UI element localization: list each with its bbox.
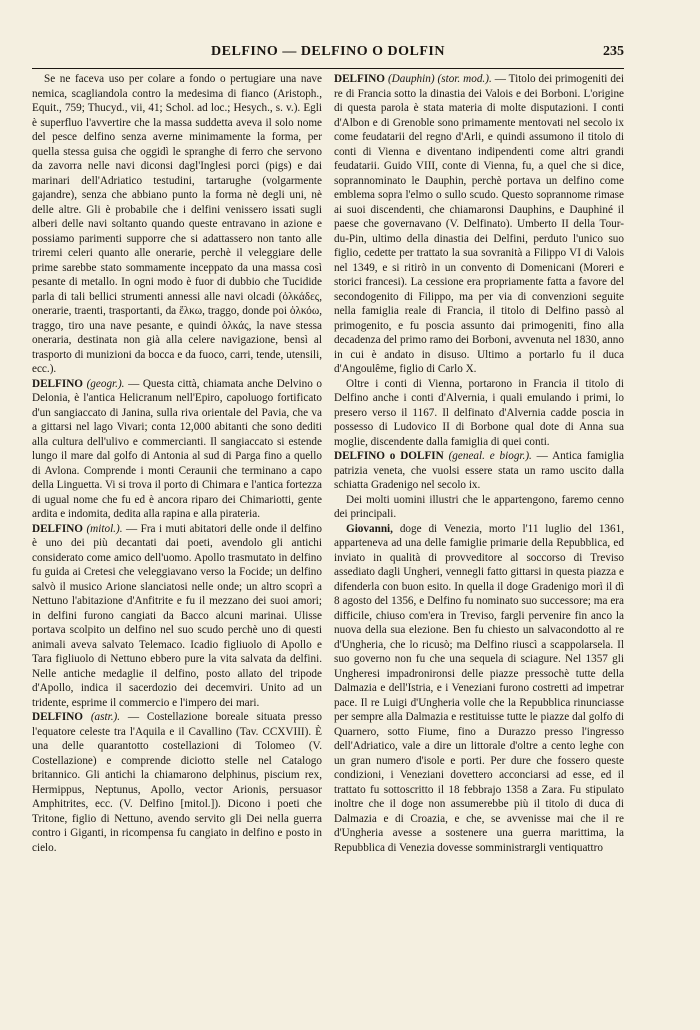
entry-text: — Questa città, chiamata anche Delvino o Delonia, è l'antica Helicranum nell'Epiro, capoluogo fortificato d'un sangiaccato di Janina, sulla riva orientale del Pavia, che va a gittarsi nel lago Vivari; conta 12,000 abitanti che sono dediti alla cultura dell'ulivo e commercianti. Il sangiaccato si estende lungo il mare dal golfo di Antonia al sud di Parga fino a quello di Avlona. Comprende i monti Ceraunii che terminano a capo della Linguetta. Vi si trova il porto di Chimara e l'antica fortezza di ugual nome che fu ed è ancora riparo dei Chimariotti, gente ardita e indomita, dedita alla rapina e alla pirateria. — [32, 377, 323, 520]
page-number: 235 — [603, 44, 624, 59]
entry-text: — Fra i muti abitatori delle onde il delfino è uno dei più decantati dai poeti, avendolo gli antichi considerato come amico dell'uomo. Apollo trasmutato in delfino fu guida ai Cretesi che veleggiavano verso la Focide; un delfino salvò il musico Arione slanciatosi nelle onde; un altro scoprì a Nettuno l'abitazione d'Anfitrite e fu il mezzano dei suoi amori; in delfini furono cangiati da Bacco alcuni marinai. Ulisse portava scolpito un delfino nel suo scudo perchè uno di questi animali aveva salvato Telemaco. Icadio figliuolo di Apollo e Tara figliuolo di Nettuno ebbero pure la vita salvata da delfini. Nelle antiche medaglie il delfino, posto allato del tripode d'Apollo, indica il sacerdozio dei decemviri. Unito ad un tridente, esprime il commercio e l'impero dei mari. — [32, 522, 322, 709]
entry-tag: (Dauphin) (stor. mod.). — [387, 73, 492, 85]
headword: DELFINO — [32, 522, 83, 535]
headword: DELFINO — [334, 73, 385, 85]
paragraph-alvernia: Oltre i conti di Vienna, portarono in Francia il titolo di Delfino anche i conti d'Alvernia, i quali emulando i primi, lo presero verso il 1167. Il delfinato d'Alvernia cadde poscia in possesso di Ludovico II di Borbone qual dote di Anna sua moglie, discendente dalla famiglia di quei conti. — [334, 377, 624, 448]
entry-tag: (geneal. e biogr.). — [448, 450, 532, 462]
running-title: DELFINO — DELFINO O DOLFIN — [211, 44, 445, 59]
running-header — [32, 42, 624, 69]
right-column — [334, 72, 624, 855]
paragraph-illustri: Dei molti uomini illustri che le appartengono, faremo cenno dei principali. — [334, 493, 624, 520]
entry-text: — Titolo dei primogeniti dei re di Francia sotto la dinastia dei Valois e dei Borboni. L'origine di questa parola è stata materia di molte disputazioni. I conti d'Albon e di Grenoble sono primamente mentovati nel secolo ix come feudatarii del regno d'Arli, e quindi assumono il titolo di conti di Vienna e diventano indipendenti come altri grandi feudatarii. Guido VIII, conte di Vienna, fu, a quel che si dice, soprannominato le Dauphin, perchè portava un delfino come emblema sopra l'elmo o sullo scudo. Questo soprannome rimase ai suoi discendenti, che chiamaronsi Dauphins, e Dauphiné il paese che governavano (V. Delfinato). Umberto II della Tour-du-Pin, ultimo della dinastia dei Delfini, perduto l'unico suo figlio, cedette per trattato la sua sovranità a Filippo VI di Valois nel 1349, e si ritirò in un convento di Domenicani (Moreri e storici francesi). La cessione era propriamente fatta a favore del secondogenito di Filippo, ma per via di convenzioni seguite nella famiglia reale di Francia, il titolo di Delfino passò al primogenito, e fu poscia assunto dai primogeniti, fino alla decadenza del primo ramo dei Borboni, avvenuta nel 1830, anno in cui è andato in disuso. Ultimo a portarlo fu il duca d'Angoulême, figlio di Carlo X. — [334, 73, 624, 375]
paragraph-projectile-note: Se ne faceva uso per colare a fondo o pertugiare una nave nemica, scagliandola contro la medesima di fianco (Aristoph., Equit., 759; Thucyd., vii, 41; Schol. ad loc.; Hesych., s. v.). Egli è superfluo l'avvertire che la massa suddetta aveva il solo nome del pesce delfino senza averne minimamente la forma, per quella stessa guisa che oggidì le spranghe di ferro che servono da zavorra nelle navi diconsi dagl'Inglesi porci (pigs) e dai marinari dell'Adriatico testudini, tartarughe (volgarmente gajandre), senza che abbiano punto la forma nè degli uni, nè delle altre. Gli è probabile che i delfini venissero issati sugli alberi delle navi soltanto quando queste entravano in azione e possiamo parimenti supporre che si adattassero non tanto alle triremi celeri quanto alle onerarie, perchè il veleggiare delle prime sarebbe stato sommamente inceppato da una massa così pesante di metallo. In ogni modo è fuor di dubbio che Tucidide parla di tali bellici strumenti annessi alle navi olcadi (ὁλκάδες, onerarie, traenti, trasportanti, da ἕλκω, traggo, donde poi ὁλκόω, traggo, tiro una nave pesante, e quindi ὁλκάς, la nave stessa oneraria, destinata non già alla celere navigazione, bensì al trasporto di munizioni da bocca e da fuoco, carri, tende, utensili, ecc.). — [32, 73, 322, 375]
headword: DELFINO — [32, 711, 83, 723]
headword: DELFINO — [32, 377, 83, 390]
entry-text: — Antica famiglia patrizia veneta, che vuolsi essere stata un ramo uscito dalla schiatta Gradenigo nel secolo ix. — [334, 450, 625, 491]
entry-tag: (astr.). — [90, 711, 121, 723]
headword: Giovanni, — [346, 522, 393, 535]
headword: DELFINO o DOLFIN — [334, 450, 444, 462]
entry-text: — Costellazione boreale situata presso l'equatore celeste tra l'Aquila e il Cavallino (Tav. CCXVIII). È una delle quarantotto costellazioni di Tolomeo (V. Costellazione) e comprende diciotto stelle nel Catalogo britannico. Gli antichi la chiamarono delphinus, piscium rex, Hermippus, Neptunus, Apollo, vector Arionis, persuasor Amphitrites, ecc. (V. Delfino [mitol.]). Dicono i poeti che Tritone, figlio di Nettuno, avendo servito gli Dei nella guerra contro i Giganti, in ricompensa fu cangiato in delfino e posto in cielo. — [32, 711, 323, 854]
entry-delfino-geogr — [32, 377, 322, 522]
entry-tag: (mitol.). — [86, 522, 123, 535]
entry-delfino-dolfin — [334, 449, 624, 493]
entry-text: doge di Venezia, morto l'11 luglio del 1361, apparteneva ad una delle famiglie primarie della Repubblica, ed inviato in qualità di provveditore al soccorso di Treviso assediato dagli Ungheri, vennegli fatto gittarsi in questa piazza e difenderla con buon esito. In quella il doge Gradenigo morì il dì 8 agosto del 1356, e Delfino fu nominato suo successore; ma era difficile, chiuso com'era in Treviso, fargli pervenire fin anco la nuova della sua elezione. Ben fu chiesto un salvacondotto al re d'Ungheria, che lo ricusò; ma Delfino riuscì a scappolarsela. Il suo governo non fu che una sequela di sciagure. Nel 1357 gli Ungheresi impadronironsi delle piazze pressochè tutte della Dalmazia e dell'Istria, e i Veneziani furono costretti ad impetrar pace. Il re Luigi d'Ungheria volle che la Repubblica rinunciasse per sempre alla Dalmazia e restituisse tutte le piazze dal golfo di Quarnero, sotto Fiume, fino a Durazzo presso l'ingresso dell'Adriatico, vale a dire un littorale d'oltre a cento leghe con un gran numero d'isole e porti. Per dure che fossero queste condizioni, i Veneziani dovettero acconciarsi ad esse, ed il trattato fu sottoscritto il 18 febbrajo 1358 a Zara. Fu stipulato inoltre che il doge non assumerebbe più il titolo di duca di Dalmazia e di Croazia, e che, se avvenisse mai che il re d'Ungheria avesse a sostenere una guerra marittima, la Repubblica di Venezia dovesse somministrargli ventiquattro — [334, 522, 624, 854]
entry-delfino-mitol — [32, 522, 322, 711]
entry-giovanni — [334, 522, 624, 856]
left-column — [32, 72, 322, 855]
entry-delfino-astr — [32, 710, 322, 855]
entry-delfino-stor-mod — [334, 72, 624, 377]
entry-tag: (geogr.). — [86, 377, 125, 390]
